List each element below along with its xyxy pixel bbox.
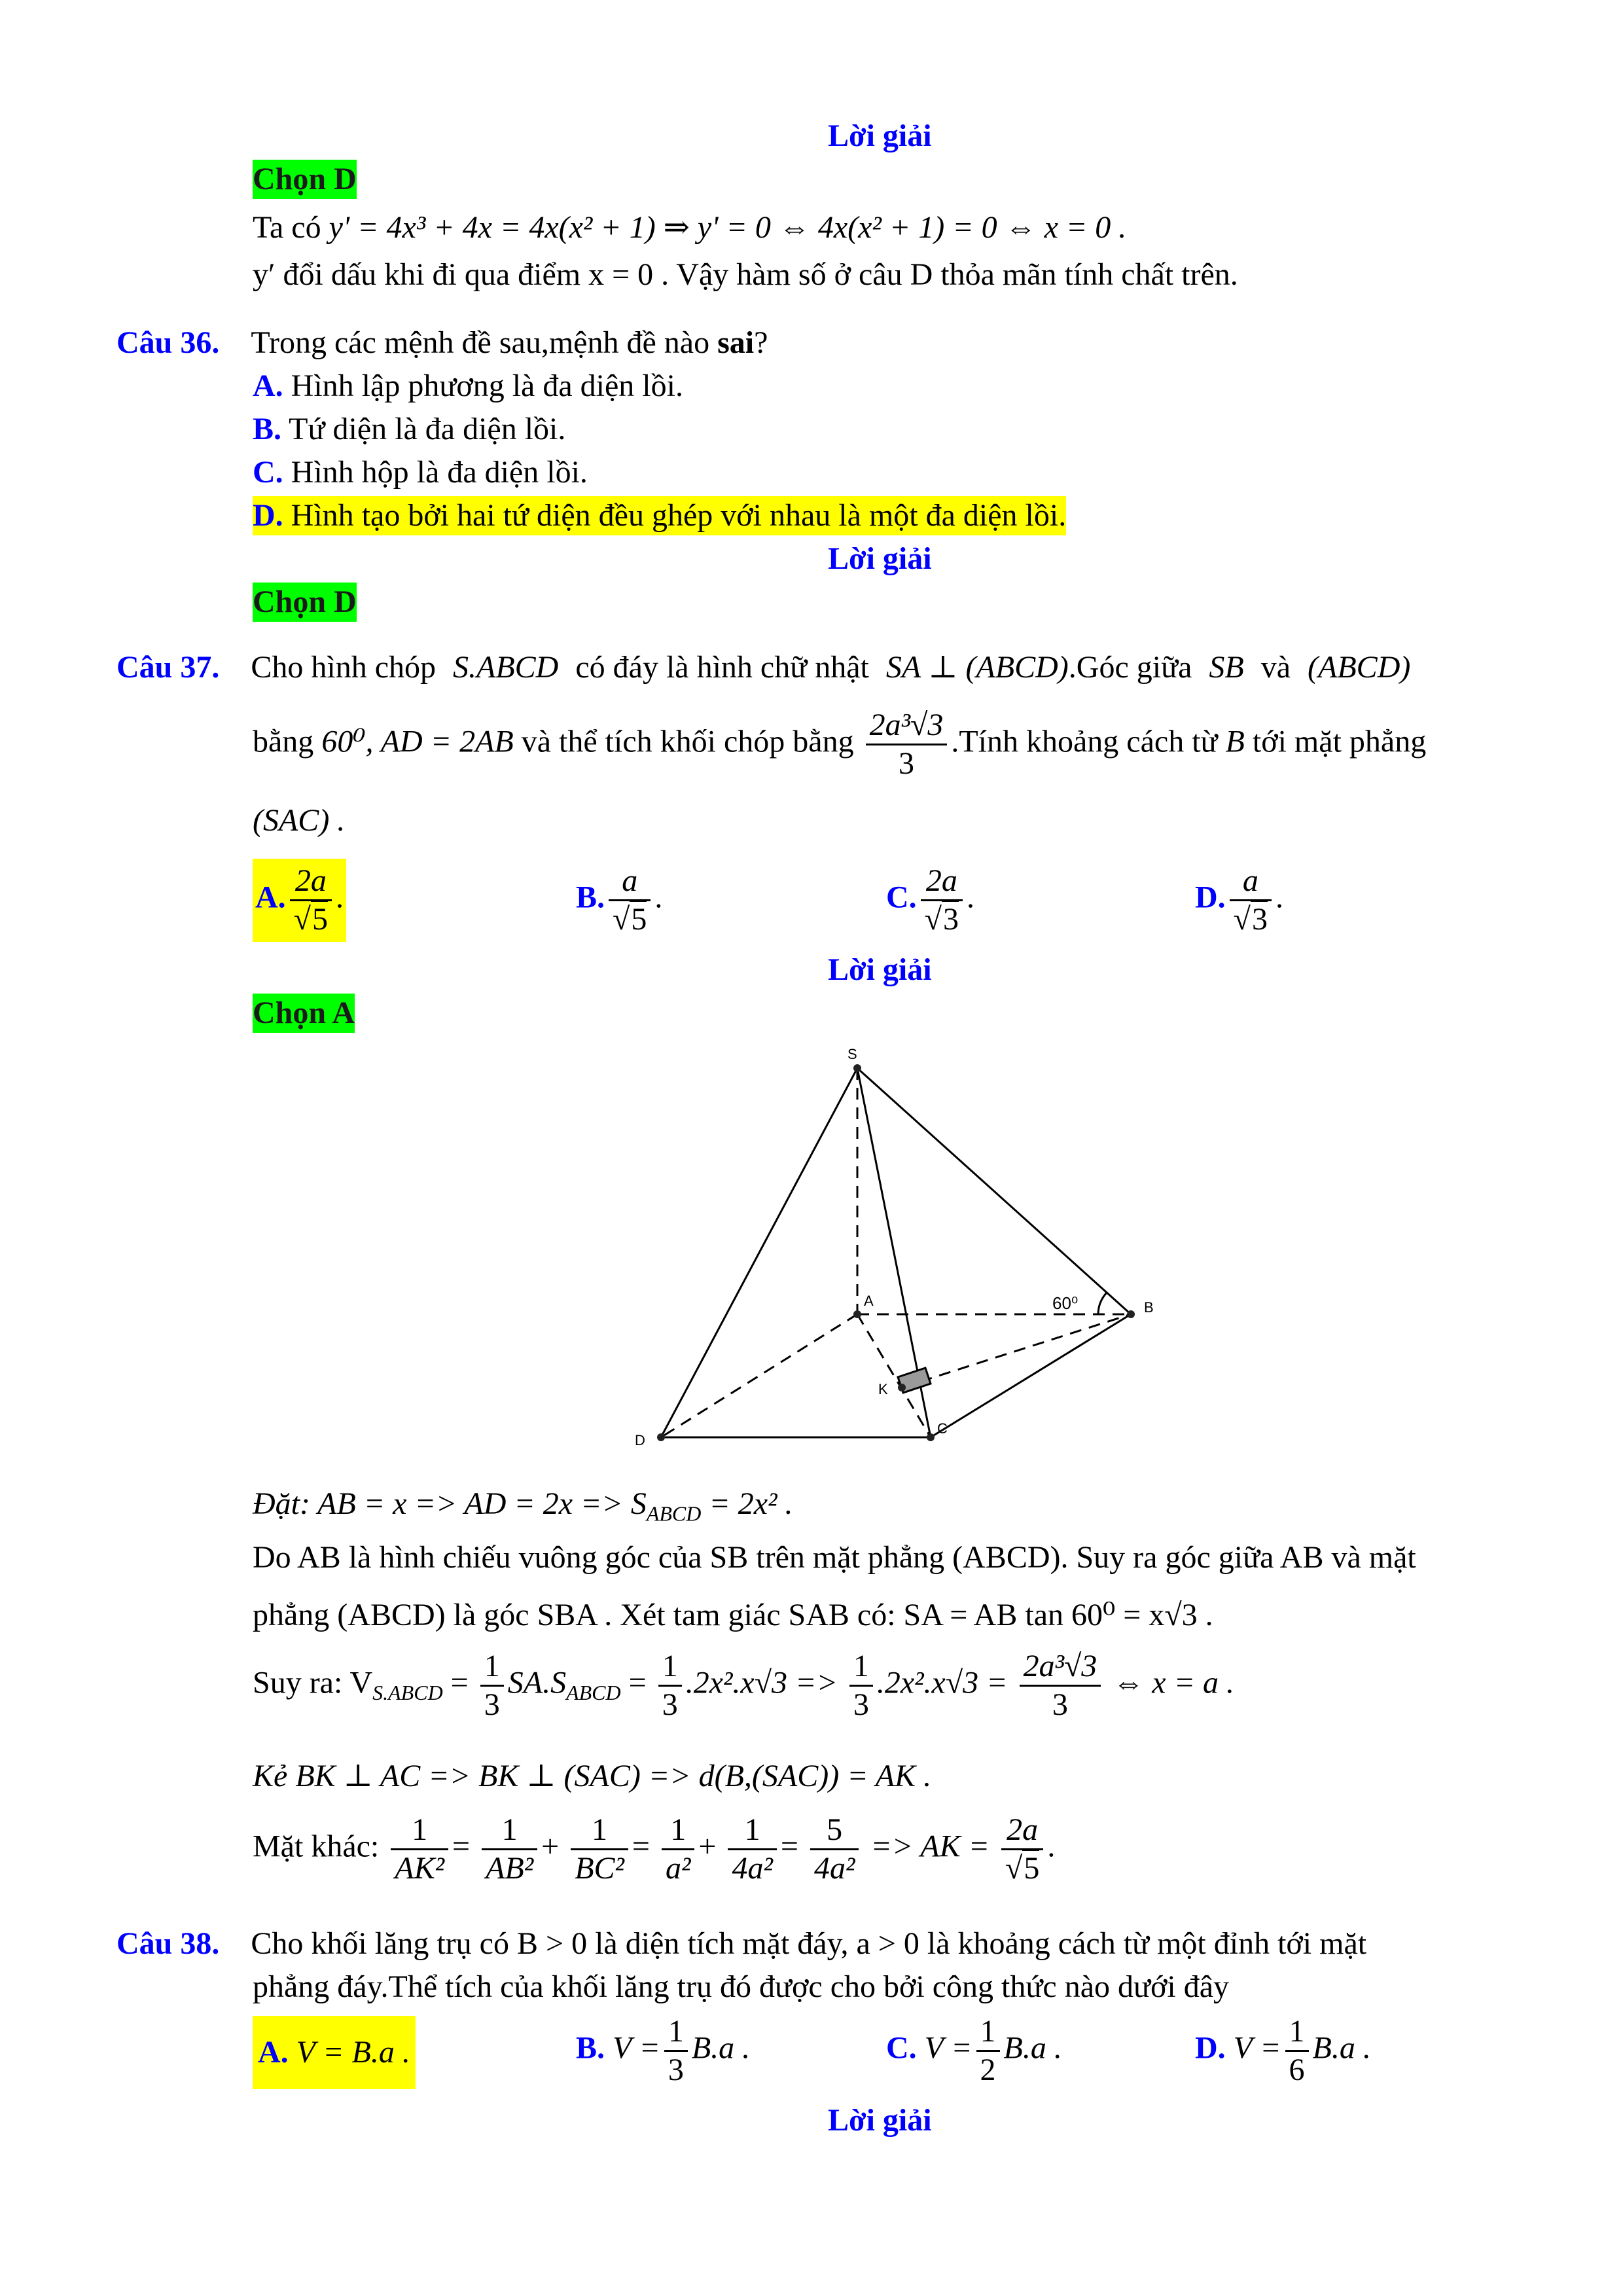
step-2: Do AB là hình chiếu vuông góc của SB trên mặt phẳng (ABCD). Suy ra góc giữa AB và mặt: [253, 1540, 1416, 1575]
label-angle: 60⁰: [1052, 1293, 1079, 1313]
option-c[interactable]: C. $\frac{2a}{√3}$ .: [886, 863, 975, 937]
label-S: S: [847, 1046, 857, 1062]
question-37-line1: Câu 37. Cho hình chóp S.ABCD có đáy là hình chữ nhật SA ⊥ (ABCD).Góc giữa SB và (ABCD): [116, 650, 1411, 685]
step-1: Đặt: AB = x => AD = $2x => S_{ABCD} = 2x^2$ .: [253, 1486, 793, 1526]
derivative-prefix: Ta có: [253, 210, 321, 245]
solution-heading: Lời giải: [828, 952, 932, 987]
option-b[interactable]: B. Tứ diện là đa diện lồi.: [253, 412, 566, 446]
question-37-line2: bằng 60⁰, AD = 2AB và thể tích khối chóp bằng $\frac{\text{2a³√3}}{3}$ .Tính khoảng cách từ B tới mặt phẳng: [253, 708, 1427, 781]
vertex-A: [853, 1310, 861, 1318]
question-label: Câu 36.: [116, 325, 220, 360]
vertex-B: [1127, 1310, 1135, 1318]
label-B: B: [1144, 1299, 1154, 1316]
option-a[interactable]: A. Hình lập phương là đa diện lồi.: [253, 368, 683, 403]
question-label: Câu 38.: [116, 1926, 220, 1961]
question-37-line3: (SAC) .: [253, 803, 346, 838]
chosen-answer: Chọn D: [253, 160, 357, 199]
sign-change-line: y′ đổi dấu khi đi qua điểm x = 0 . Vậy hàm số ở câu D thỏa mãn tính chất trên.: [253, 257, 1238, 292]
label-C: C: [937, 1420, 948, 1437]
label-K: K: [878, 1381, 888, 1397]
question-stem: Trong các mệnh đề sau,mệnh đề nào sai?: [251, 325, 768, 360]
option-b[interactable]: B. V = $\frac{1}{3}$ B.a .: [576, 2014, 751, 2087]
option-a[interactable]: A. $\frac{2a}{√5}$ .: [253, 859, 346, 942]
vertex-C: [927, 1433, 935, 1441]
question-label: Câu 37.: [116, 650, 220, 685]
question-36: [116, 323, 768, 363]
option-b[interactable]: B. $\frac{a}{√5}$ .: [576, 863, 663, 937]
question-38-line2: phẳng đáy.Thể tích của khối lăng trụ đó được cho bởi công thức nào dưới đây: [253, 1969, 1230, 2004]
step-5: Kẻ BK ⊥ AC => BK ⊥ (SAC) => d(B,(SAC)) = AK .: [253, 1759, 932, 1793]
point-K: [898, 1384, 906, 1391]
angle-arc: [1098, 1293, 1107, 1314]
chosen-answer: Chọn D: [253, 583, 357, 622]
derivative-line: [253, 208, 1126, 247]
option-d[interactable]: D. V = $\frac{1}{6}$ B.a .: [1195, 2014, 1371, 2087]
option-d[interactable]: D. Hình tạo bởi hai tứ diện đều ghép với nhau là một đa diện lồi.: [253, 496, 1066, 535]
option-c[interactable]: C. Hình hộp là đa diện lồi.: [253, 455, 588, 490]
edge-SD: [661, 1068, 857, 1437]
option-d[interactable]: D. $\frac{a}{√3}$ .: [1195, 863, 1284, 937]
solution-heading: Lời giải: [828, 2103, 932, 2138]
question-38-line1: Câu 38. Cho khối lăng trụ có B > 0 là diện tích mặt đáy, a > 0 là khoảng cách từ một đỉnh tới mặt: [116, 1926, 1367, 1961]
step-6: Mặt khác: $\frac{1}{\text{AK²}}$ = $\frac{1}{\text{AB²}}$ + $\frac{1}{\text{BC²}}$ = $\frac{1}{\text{a²}}$ + $\frac{1}{\text{4a²}}$ = $\frac{5}{\text{4a²}}$ => AK = $\frac{2a}{√5}$ .: [253, 1812, 1056, 1886]
option-c[interactable]: C. V = $\frac{1}{2}$ B.a .: [886, 2014, 1062, 2087]
segment-BK: [902, 1314, 1131, 1388]
edge-CB: [931, 1314, 1131, 1437]
pyramid-figure: [615, 1041, 1178, 1460]
step-4: Suy ra: $V_{S.ABCD}$ = $\frac{1}{3}$ $SA.S_{ABCD}$ = $\frac{1}{3}$ .2x².x√3 => $\frac{1}{3}$ .2x².x√3 = $\frac{\text{2a³√3}}{3}$ ⇔ x = a .: [253, 1649, 1234, 1722]
label-D: D: [635, 1432, 645, 1448]
option-a[interactable]: A. V = B.a .: [253, 2016, 416, 2089]
step-3: phẳng (ABCD) là góc SBA . Xét tam giác SAB có: SA = AB tan 60⁰ = x√3 .: [253, 1598, 1213, 1632]
volume-fraction: $\frac{\text{2a³√3}}{3}$: [866, 707, 948, 782]
edge-AD: [661, 1314, 857, 1437]
chosen-answer: Chọn A: [253, 994, 355, 1033]
label-A: A: [864, 1293, 874, 1309]
solution-heading: Lời giải: [828, 541, 932, 576]
vertex-D: [657, 1433, 665, 1441]
solution-heading: Lời giải: [828, 118, 932, 153]
vertex-S: [853, 1064, 861, 1072]
derivative-math: y' = 4x³ + 4x = 4x(x² + 1) ⇒ y' = 0 ⇔ 4x(x² + 1) = 0 ⇔ x = 0 .: [329, 210, 1127, 245]
